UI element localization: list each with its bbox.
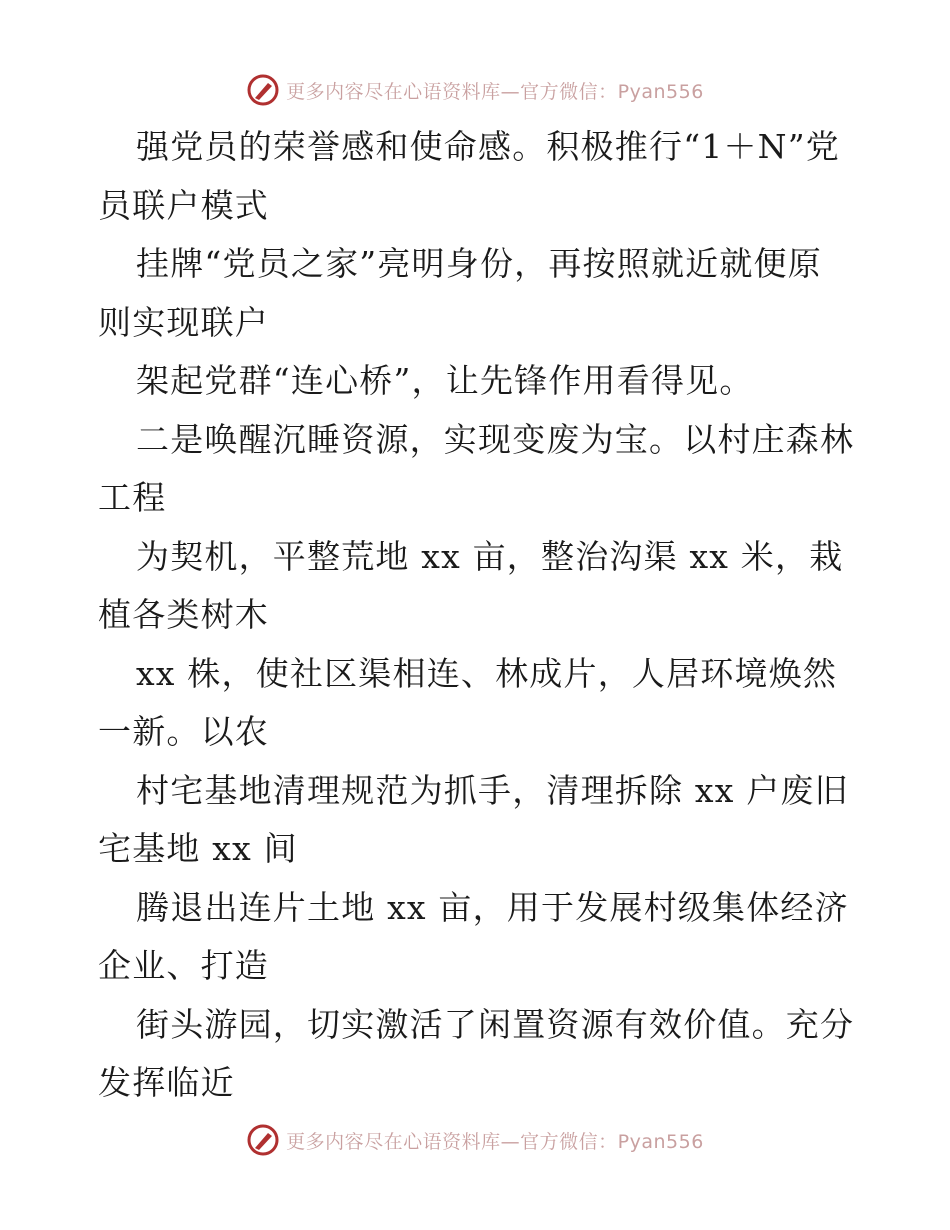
line-first: 村宅基地清理规范为抓手，清理拆除 xx 户废旧 (136, 770, 849, 810)
paragraph-9 (98, 996, 858, 1113)
header-banner-text: 更多内容尽在心语资料库—官方微信：Pyan556 (286, 80, 704, 103)
line-first: 街头游园，切实激活了闲置资源有效价值。充分 (136, 1004, 855, 1044)
line-first: xx 株，使社区渠相连、林成片，人居环境焕然 (136, 653, 838, 693)
paragraph-4 (98, 411, 858, 528)
line-first: 腾退出连片土地 xx 亩，用于发展村级集体经济 (136, 887, 849, 927)
header-banner (0, 72, 950, 108)
line-first: 强党员的荣誉感和使命感。积极推行“1＋N”党 (136, 127, 841, 166)
paragraph-7 (98, 762, 858, 879)
line-first: 二是唤醒沉睡资源，实现变废为宝。以村庄森林 (136, 419, 855, 459)
line-continuation: 则实现联户 (98, 302, 269, 342)
pen-circle-logo-icon (246, 73, 280, 107)
footer-banner-text: 更多内容尽在心语资料库—官方微信：Pyan556 (286, 1130, 704, 1153)
footer-banner (0, 1122, 950, 1158)
line-continuation: 一新。以农 (98, 712, 269, 751)
paragraph-3 (98, 352, 858, 411)
paragraph-2 (98, 235, 858, 352)
document-body (98, 118, 858, 1113)
paragraph-8 (98, 879, 858, 996)
pen-circle-logo-icon (246, 1123, 280, 1157)
paragraph-5 (98, 528, 858, 645)
paragraph-6 (98, 645, 858, 762)
line-continuation: 员联户模式 (98, 185, 269, 225)
line-continuation: 企业、打造 (98, 946, 269, 985)
line-first: 挂牌“党员之家”亮明身份，再按照就近就便原 (136, 244, 822, 283)
paragraph-1 (98, 118, 858, 235)
line-continuation: 工程 (98, 478, 167, 517)
line-first: 为契机，平整荒地 xx 亩，整治沟渠 xx 米，栽 (136, 536, 844, 576)
line-continuation: 宅基地 xx 间 (98, 829, 298, 868)
line-continuation: 植各类树木 (98, 595, 269, 634)
line-continuation: 发挥临近 (98, 1063, 235, 1102)
line-first: 架起党群“连心桥”，让先锋作用看得见。 (136, 361, 754, 400)
